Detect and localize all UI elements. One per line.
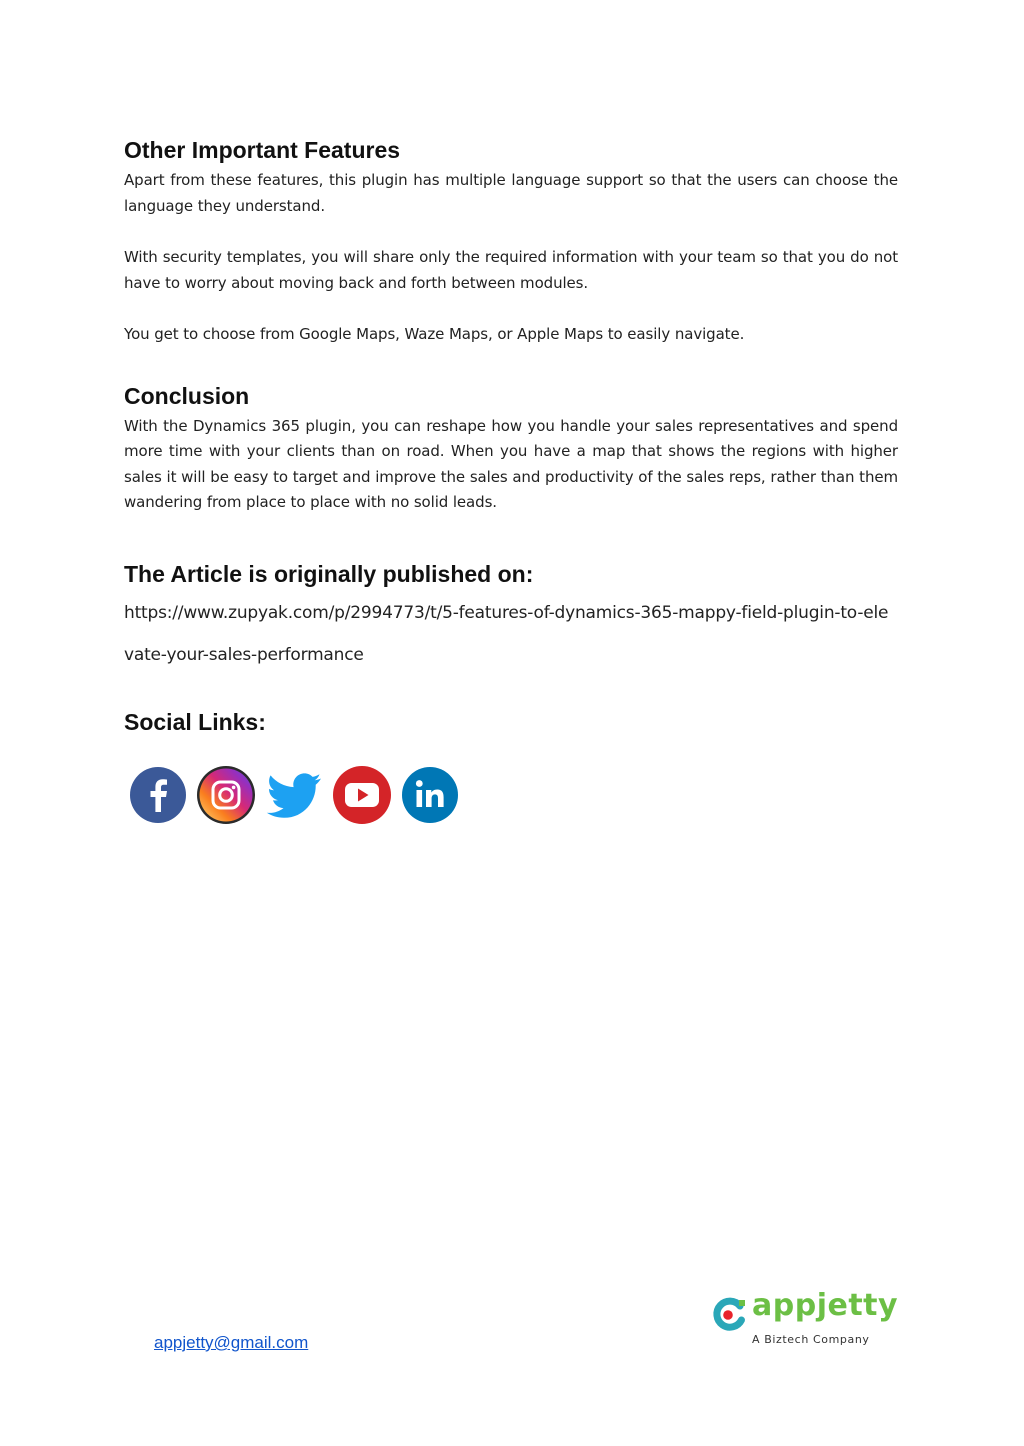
logo-wordmark: appjetty [752, 1288, 899, 1323]
linkedin-icon[interactable] [399, 764, 461, 826]
appjetty-logo-mark [710, 1296, 748, 1334]
facebook-icon[interactable] [127, 764, 189, 826]
features-paragraph-1: Apart from these features, this plugin has multiple language support so that the users can choose the language they understand. [124, 171, 898, 215]
social-links [127, 764, 461, 826]
published-heading: The Article is originally published on: [124, 560, 534, 587]
email-link[interactable]: appjetty@gmail.com [154, 1333, 309, 1352]
features-paragraph-3: You get to choose from Google Maps, Waze Maps, or Apple Maps to easily navigate. [124, 325, 745, 343]
features-heading: Other Important Features [124, 137, 401, 163]
social-links-heading: Social Links: [124, 708, 266, 735]
article-url[interactable]: https://www.zupyak.com/p/2994773/t/5-features-of-dynamics-365-mappy-field-plugin-to-elevate-your-sales-performance [124, 602, 889, 665]
twitter-icon[interactable] [263, 764, 325, 826]
conclusion-heading: Conclusion [124, 382, 250, 409]
features-paragraph-2: With security templates, you will share only the required information with your team so that you do not have to worry about moving back and forth between modules. [124, 248, 898, 292]
instagram-icon[interactable] [195, 764, 257, 826]
appjetty-logo [708, 1288, 899, 1350]
logo-tagline: A Biztech Company [752, 1333, 870, 1346]
youtube-icon[interactable] [331, 764, 393, 826]
conclusion-paragraph: With the Dynamics 365 plugin, you can reshape how you handle your sales representatives and spend more time with your clients than on road. When you have a map that shows the regions with higher sales it will be easy to target and improve the sales and productivity of the sales reps, rather than them wandering from place to place with no solid leads. [124, 416, 898, 511]
document-body [124, 132, 898, 740]
